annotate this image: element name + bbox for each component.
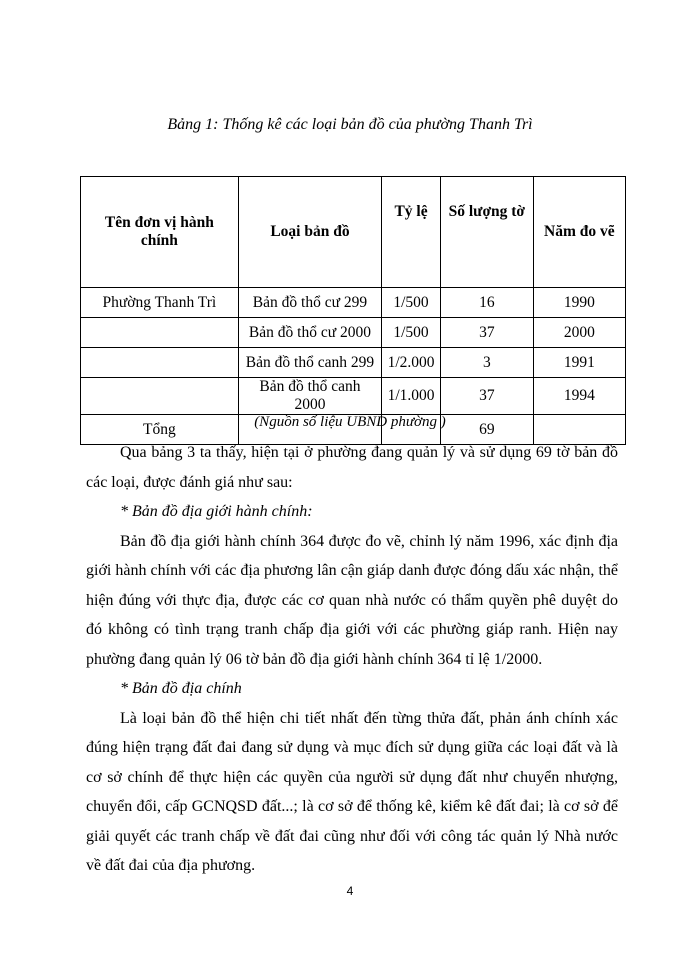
paragraph-cadastral-map: Là loại bản đồ thể hiện chi tiết nhất đến từng thửa đất, phản ánh chính xác đúng hiện trạng đất đai đang sử dụng và mục đích sử dụng giữa các loại đất và là cơ sở chính để thực hiện các quyền của người sử dụng đất như chuyển nhượng, chuyển đổi, cấp GCNQSD đất...; là cơ sở để thống kê, kiểm kê đất đai; là cơ sở để giải quyết các tranh chấp về đất đai cũng như đối với công tác quản lý Nhà nước về đất đai của địa phương. (86, 709, 618, 874)
cell-map-type: Bản đồ thổ canh 299 (238, 348, 381, 378)
cell-admin-unit (81, 378, 239, 415)
cell-sheet-count: 37 (440, 318, 533, 348)
table-row (81, 348, 626, 378)
table-row (81, 288, 626, 318)
cell-survey-year: 1990 (533, 288, 625, 318)
cell-total-sheet-count: 69 (440, 415, 533, 445)
cell-survey-year: 1991 (533, 348, 625, 378)
document-body (86, 438, 618, 881)
cell-sheet-count: 3 (440, 348, 533, 378)
data-source-note: (Nguồn số liệu UBND phường ) (254, 414, 446, 430)
cell-scale: 1/500 (382, 318, 441, 348)
header-sheet-count: Số lượng tờ (440, 177, 533, 288)
header-admin-unit: Tên đơn vị hành chính (81, 177, 239, 288)
header-survey-year: Năm đo vẽ (533, 177, 625, 288)
table-caption: Bảng 1: Thống kê các loại bản đồ của phường Thanh Trì (167, 116, 533, 133)
subheading-admin-boundary-map: * Bản đồ địa giới hành chính: (120, 503, 313, 520)
cell-survey-year: 2000 (533, 318, 625, 348)
header-scale: Tỷ lệ (382, 177, 441, 288)
cell-sheet-count: 16 (440, 288, 533, 318)
header-map-type: Loại bản đồ (238, 177, 381, 288)
cell-scale: 1/1.000 (382, 378, 441, 415)
table-header-row (81, 177, 626, 288)
cell-admin-unit (81, 318, 239, 348)
cell-total-label: Tổng (81, 415, 239, 445)
table-row (81, 378, 626, 415)
cell-map-type: Bản đồ thổ canh 2000 (238, 378, 381, 415)
cell-admin-unit (81, 348, 239, 378)
cell-scale: 1/500 (382, 288, 441, 318)
cell-sheet-count: 37 (440, 378, 533, 415)
page-number: 4 (346, 884, 354, 898)
paragraph-admin-boundary-map: Bản đồ địa giới hành chính 364 được đo vẽ, chỉnh lý năm 1996, xác định địa giới hành chính với các địa phương lân cận giáp danh được đóng dấu xác nhận, thể hiện đúng với thực địa, được các cơ quan nhà nước có thẩm quyền phê duyệt do đó không có tình trạng tranh chấp địa giới với các phường giáp ranh. Hiện nay phường đang quản lý 06 tờ bản đồ địa giới hành chính 364 tỉ lệ 1/2000. (86, 532, 618, 668)
map-statistics-table (80, 176, 626, 445)
table-row (81, 318, 626, 348)
paragraph-intro: Qua bảng 3 ta thấy, hiện tại ở phường đang quản lý và sử dụng 69 tờ bản đồ các loại, được đánh giá như sau: (86, 444, 618, 491)
cell-map-type: Bản đồ thổ cư 299 (238, 288, 381, 318)
cell-scale: 1/2.000 (382, 348, 441, 378)
cell-admin-unit: Phường Thanh Trì (81, 288, 239, 318)
cell-survey-year: 1994 (533, 378, 625, 415)
cell-map-type: Bản đồ thổ cư 2000 (238, 318, 381, 348)
subheading-cadastral-map: * Bản đồ địa chính (120, 680, 242, 697)
